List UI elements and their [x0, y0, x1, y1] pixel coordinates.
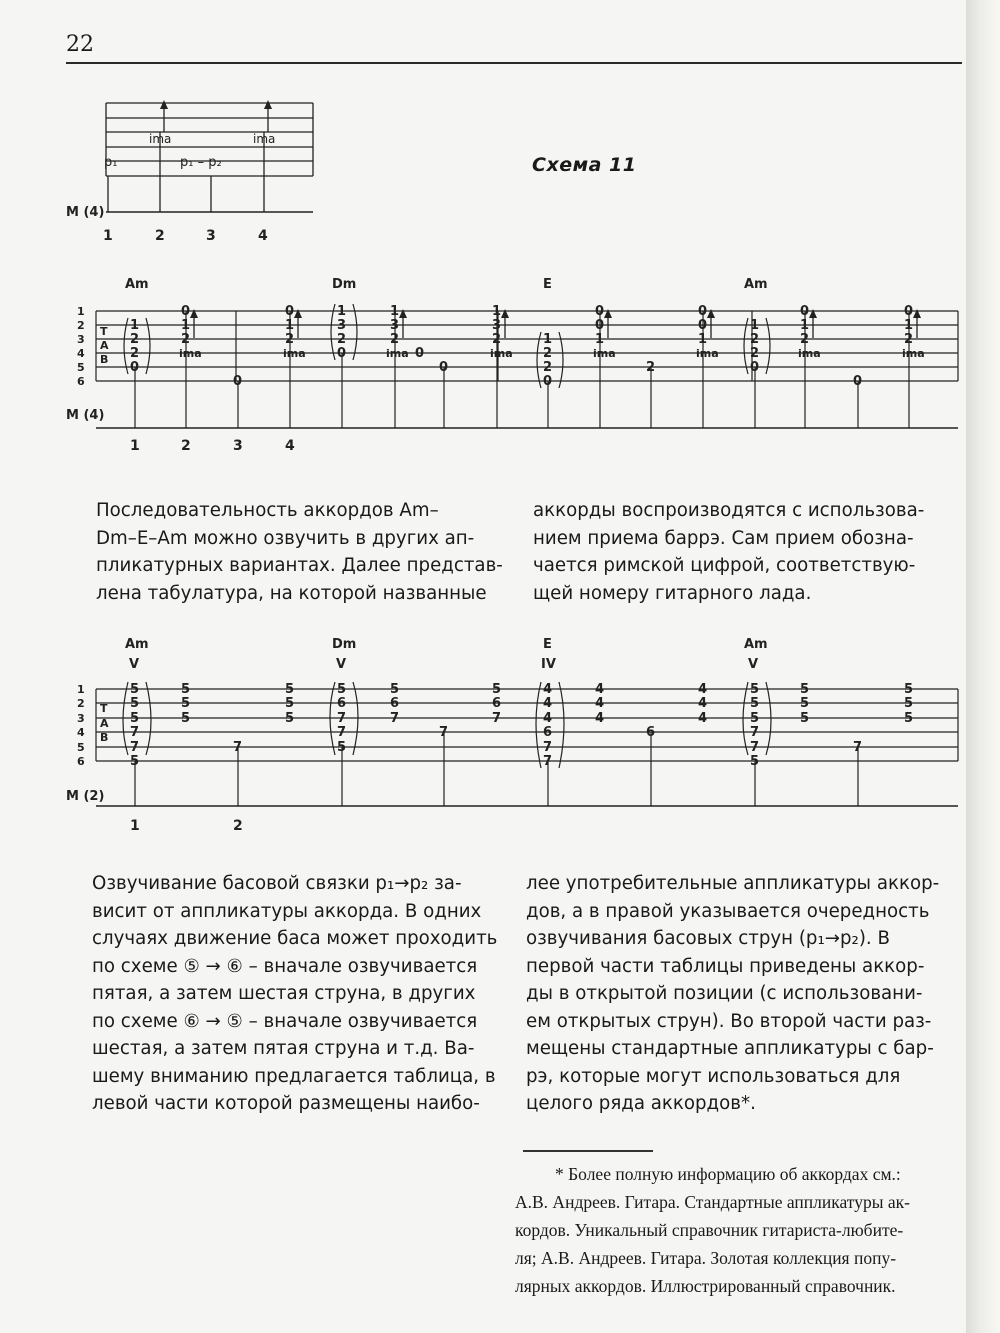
tab-label: B — [100, 353, 109, 366]
svg-text:5: 5 — [130, 711, 140, 726]
svg-text:6: 6 — [337, 696, 347, 711]
svg-text:7: 7 — [130, 725, 140, 740]
page-number: 22 — [66, 32, 94, 57]
beat-number: 1 — [130, 438, 140, 454]
svg-text:5: 5 — [285, 711, 295, 726]
svg-text:1: 1 — [904, 318, 914, 333]
svg-text:4: 4 — [698, 696, 708, 711]
svg-text:6: 6 — [543, 725, 553, 740]
svg-text:0: 0 — [130, 360, 140, 375]
svg-text:3: 3 — [337, 318, 347, 333]
svg-text:7: 7 — [390, 711, 400, 726]
svg-text:7: 7 — [543, 740, 553, 755]
svg-text:0: 0 — [698, 304, 708, 319]
svg-text:2: 2 — [904, 332, 914, 347]
string-number: 5 — [77, 741, 85, 754]
svg-text:5: 5 — [390, 682, 400, 697]
svg-text:5: 5 — [492, 682, 502, 697]
svg-text:0: 0 — [181, 304, 191, 319]
meter-label: M (4) — [66, 205, 105, 220]
fingering-label: ima — [149, 132, 172, 146]
svg-text:0: 0 — [750, 360, 760, 375]
position-numeral: IV — [541, 657, 556, 672]
svg-text:5: 5 — [904, 696, 914, 711]
tab-label: A — [100, 339, 109, 352]
svg-text:5: 5 — [181, 711, 191, 726]
svg-text:4: 4 — [595, 711, 605, 726]
svg-text:7: 7 — [233, 740, 243, 755]
svg-text:0: 0 — [595, 304, 605, 319]
beat-number: 3 — [233, 438, 243, 454]
paragraph-1-left: Последовательность аккордов Am– Dm–E–Am можно озвучить в других ап- пликатурных вариантах. Далее представ- лена табулатура, на которой названные — [96, 500, 503, 604]
svg-text:7: 7 — [337, 711, 347, 726]
svg-text:7: 7 — [750, 725, 760, 740]
bass-label: p₁ — [104, 155, 118, 170]
beat-number: 2 — [181, 438, 191, 454]
fingering-label: ima — [902, 347, 925, 360]
chord-name: Am — [125, 277, 149, 292]
svg-text:1: 1 — [337, 304, 347, 319]
svg-text:0: 0 — [595, 318, 605, 333]
tab-label: A — [100, 717, 109, 730]
svg-text:5: 5 — [130, 682, 140, 697]
beat-number: 2 — [233, 818, 243, 834]
string-number: 4 — [77, 726, 85, 739]
svg-text:2: 2 — [285, 332, 295, 347]
position-numeral: V — [336, 657, 347, 672]
svg-text:2: 2 — [492, 332, 502, 347]
meter-label: M (4) — [66, 408, 105, 423]
svg-text:2: 2 — [337, 332, 347, 347]
svg-text:5: 5 — [904, 711, 914, 726]
svg-text:7: 7 — [543, 754, 553, 769]
string-number: 1 — [77, 305, 85, 318]
svg-text:5: 5 — [285, 682, 295, 697]
svg-text:5: 5 — [337, 740, 347, 755]
svg-text:4: 4 — [543, 711, 553, 726]
fingering-label: ima — [179, 347, 202, 360]
svg-text:0: 0 — [543, 374, 553, 389]
fingering-label: ima — [593, 347, 616, 360]
svg-text:0: 0 — [439, 360, 449, 375]
footnote: * Более полную информацию об аккордах см.: А.В. Андреев. Гитара. Стандартные аппликатуры ак- кордов. Уникальный справочник гитариста-любите- ля; А.В. Андреев. Гитара. Золотая коллекция попу- лярных аккордов. Иллюстрированный справочник. — [515, 1164, 910, 1296]
svg-text:7: 7 — [337, 725, 347, 740]
svg-text:4: 4 — [698, 711, 708, 726]
svg-text:7: 7 — [853, 740, 863, 755]
string-number: 3 — [77, 712, 85, 725]
svg-text:4: 4 — [543, 682, 553, 697]
svg-text:2: 2 — [543, 346, 553, 361]
svg-text:2: 2 — [390, 332, 400, 347]
fingering-label: ima — [696, 347, 719, 360]
svg-text:2: 2 — [130, 346, 140, 361]
chord-name: Am — [744, 637, 768, 652]
svg-text:0: 0 — [337, 346, 347, 361]
svg-text:5: 5 — [800, 711, 810, 726]
svg-text:2: 2 — [646, 360, 656, 375]
chord-name: Dm — [332, 637, 357, 652]
beat-number: 1 — [103, 228, 113, 244]
paragraph-1-right: аккорды воспроизводятся с использова- нием приема баррэ. Сам прием обозна- чается римской цифрой, соответствую- щей номеру гитарного лада. — [533, 500, 925, 604]
string-number: 6 — [77, 375, 85, 388]
svg-text:0: 0 — [853, 374, 863, 389]
svg-text:5: 5 — [750, 754, 760, 769]
fingering-label: ima — [490, 347, 513, 360]
svg-text:0: 0 — [415, 346, 425, 361]
svg-text:4: 4 — [543, 696, 553, 711]
svg-text:7: 7 — [492, 711, 502, 726]
svg-text:4: 4 — [595, 682, 605, 697]
svg-text:5: 5 — [750, 711, 760, 726]
string-number: 2 — [77, 697, 85, 710]
chord-name: Dm — [332, 277, 357, 292]
svg-text:5: 5 — [750, 682, 760, 697]
svg-text:5: 5 — [181, 696, 191, 711]
svg-text:6: 6 — [390, 696, 400, 711]
svg-text:5: 5 — [750, 696, 760, 711]
svg-text:5: 5 — [904, 682, 914, 697]
position-numeral: V — [129, 657, 140, 672]
string-number: 5 — [77, 361, 85, 374]
svg-text:1: 1 — [285, 318, 295, 333]
string-number: 2 — [77, 319, 85, 332]
svg-text:2: 2 — [750, 332, 760, 347]
svg-text:0: 0 — [800, 304, 810, 319]
fingering-label: ima — [386, 347, 409, 360]
svg-text:1: 1 — [390, 304, 400, 319]
svg-text:0: 0 — [904, 304, 914, 319]
svg-text:1: 1 — [543, 332, 553, 347]
svg-text:0: 0 — [285, 304, 295, 319]
svg-text:6: 6 — [492, 696, 502, 711]
svg-text:4: 4 — [595, 696, 605, 711]
position-numeral: V — [748, 657, 759, 672]
chord-name: E — [543, 637, 552, 652]
beat-number: 1 — [130, 818, 140, 834]
svg-text:0: 0 — [698, 318, 708, 333]
svg-text:5: 5 — [285, 696, 295, 711]
beat-number: 2 — [155, 228, 165, 244]
paragraph-2-left: Озвучивание басовой связки p₁→p₂ за- висит от аппликатуры аккорда. В одних случаях движение баса может проходить по схеме ⑤ → ⑥ – вначале озвучивается пятая, а затем шестая струна, в других по схеме ⑥ → ⑤ – вначале озвучивается шестая, а затем пятая струна и т.д. Ва- шему вниманию предлагается таблица, в левой части которой размещены наибо- — [92, 873, 498, 1114]
svg-text:5: 5 — [181, 682, 191, 697]
chord-name: E — [543, 277, 552, 292]
svg-text:1: 1 — [800, 318, 810, 333]
svg-text:2: 2 — [130, 332, 140, 347]
fingering-label: ima — [283, 347, 306, 360]
svg-text:3: 3 — [390, 318, 400, 333]
svg-text:1: 1 — [698, 332, 708, 347]
svg-text:7: 7 — [750, 740, 760, 755]
schema-title: Схема 11 — [532, 154, 637, 176]
svg-text:1: 1 — [181, 318, 191, 333]
beat-number: 4 — [285, 438, 295, 454]
beat-number: 4 — [258, 228, 268, 244]
svg-text:0: 0 — [233, 374, 243, 389]
svg-text:5: 5 — [800, 696, 810, 711]
beat-number: 3 — [206, 228, 216, 244]
svg-text:5: 5 — [130, 696, 140, 711]
svg-text:1: 1 — [130, 318, 140, 333]
string-number: 4 — [77, 347, 85, 360]
svg-text:1: 1 — [750, 318, 760, 333]
footnote-rule — [523, 1150, 653, 1152]
chord-name: Am — [744, 277, 768, 292]
svg-text:7: 7 — [439, 725, 449, 740]
tab-label: T — [100, 702, 108, 715]
paragraph-2-right: лее употребительные аппликатуры аккор- дов, а в правой указывается очередность озвучивания басовых струн (p₁→p₂). В первой части таблицы приведены аккор- ды в открытой позиции (с использовани- ем открытых струн). Во второй части раз- мещены стандартные аппликатуры с бар- рэ, которые могут использоваться для целого ряда аккордов*. — [526, 873, 940, 1114]
string-number: 6 — [77, 755, 85, 768]
string-number: 3 — [77, 333, 85, 346]
fingering-label: ima — [253, 132, 276, 146]
bass-sequence-label: p₁ – p₂ — [180, 155, 222, 170]
svg-text:2: 2 — [800, 332, 810, 347]
svg-text:5: 5 — [800, 682, 810, 697]
svg-text:4: 4 — [698, 682, 708, 697]
svg-text:3: 3 — [492, 318, 502, 333]
fingering-label: ima — [798, 347, 821, 360]
svg-text:5: 5 — [337, 682, 347, 697]
string-number: 1 — [77, 683, 85, 696]
svg-text:2: 2 — [543, 360, 553, 375]
svg-text:1: 1 — [492, 304, 502, 319]
svg-text:5: 5 — [130, 754, 140, 769]
meter-label: M (2) — [66, 789, 105, 804]
svg-text:6: 6 — [646, 725, 656, 740]
svg-text:7: 7 — [130, 740, 140, 755]
tab-label: B — [100, 731, 109, 744]
tab-label: T — [100, 325, 108, 338]
svg-text:2: 2 — [750, 346, 760, 361]
chord-name: Am — [125, 637, 149, 652]
svg-text:1: 1 — [595, 332, 605, 347]
svg-text:2: 2 — [181, 332, 191, 347]
